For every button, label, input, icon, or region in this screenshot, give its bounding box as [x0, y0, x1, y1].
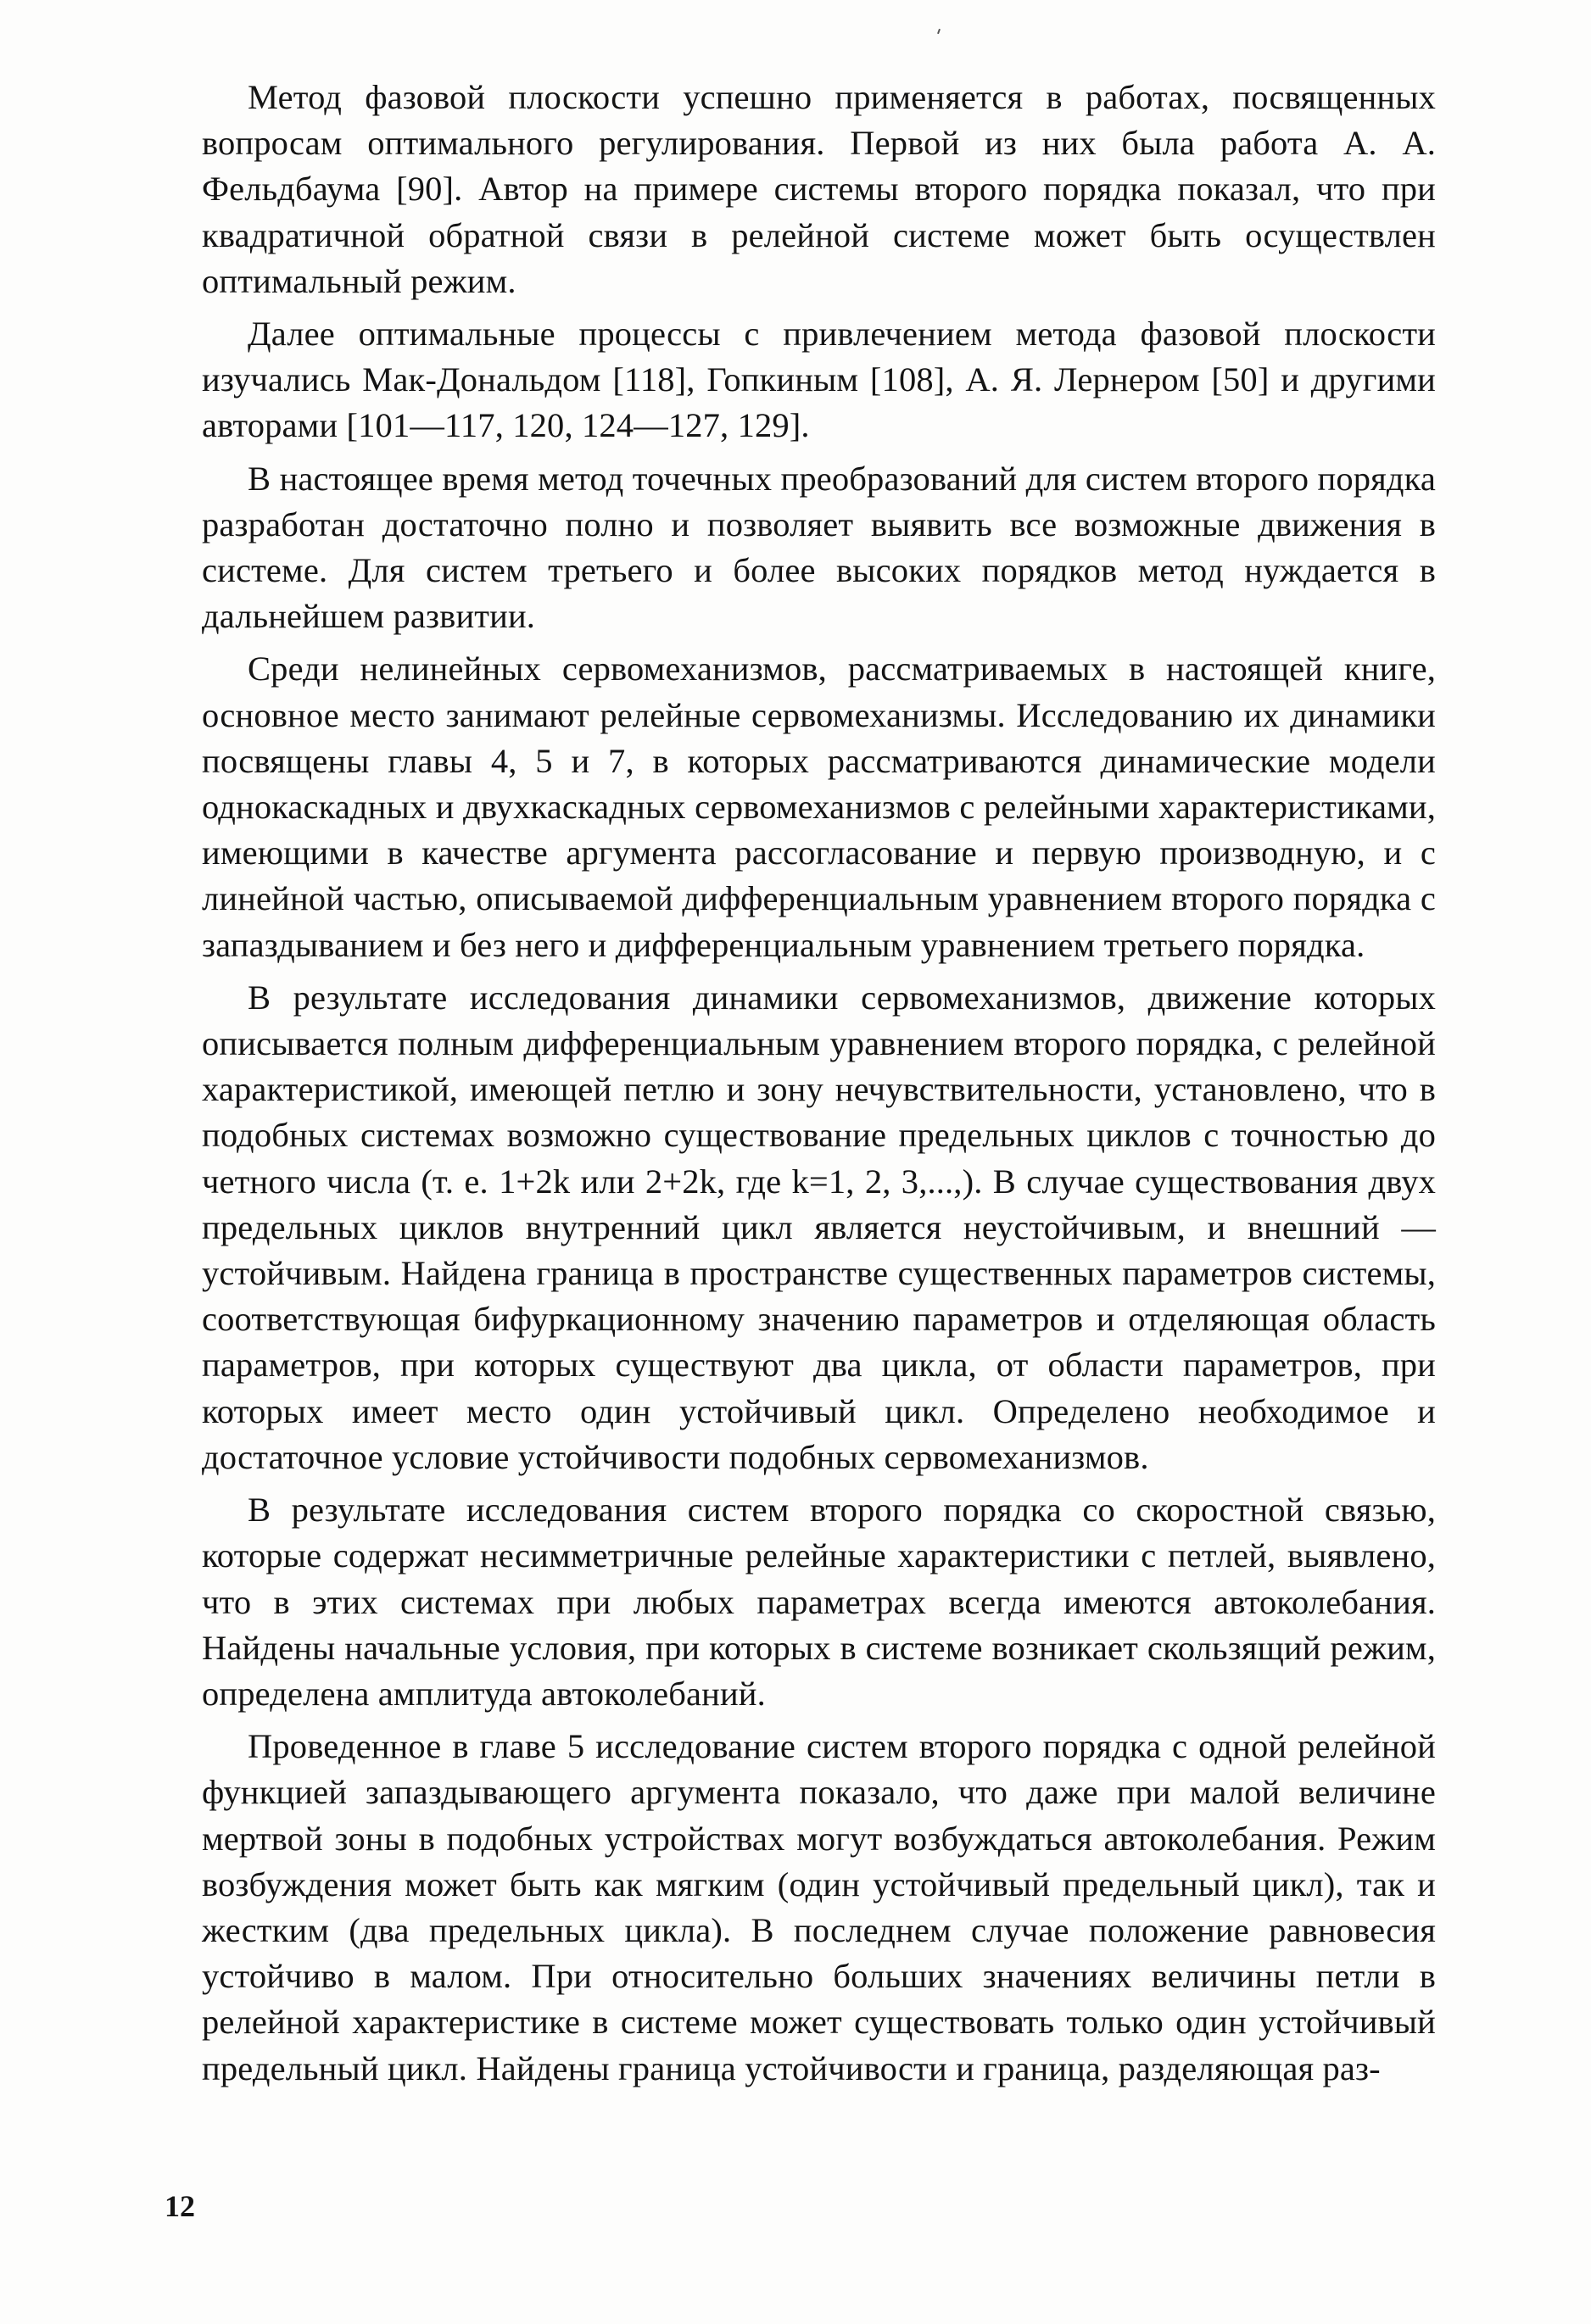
paragraph-relay-servomechanisms: Среди нелинейных сервомеханизмов, рассматриваемых в настоящей книге, основное место занимают релейные сервомеханизмы. Исследованию их динамики посвящены главы 4, 5 и 7, в которых рассматриваются динамические модели однокаскадных и двухкаскадных сервомеханизмов с релейными характеристиками, имеющими в качестве аргумента рассогласование и первую производную, и с линейной частью, описываемой дифференциальным уравнением второго порядка с запаздыванием и без него и дифференциальным уравнением третьего порядка.: [202, 649, 1436, 964]
paragraph-delayed-argument: Проведенное в главе 5 исследование систем второго порядка с одной релейной функцией запаздывающего аргумента показало, что даже при малой величине мертвой зоны в подобных устройствах могут возбуждаться автоколебания. Режим возбуждения может быть как мягким (один устойчивый предельный цикл), так и жестким (два предельных цикла). В последнем случае положение равновесия устойчиво в малом. При относительно больших значениях величины петли в релейной характеристике в системе может существовать только один устойчивый предельный цикл. Найдены граница устойчивости и граница, разделяющая раз-: [202, 1727, 1436, 2087]
paragraph-optimal-processes: Далее оптимальные процессы с привлечением метода фазовой плоскости изучались Мак-Дональдом [118], Гопкиным [108], А. Я. Лернером [50] и другими авторами [101—117, 120, 124—127, 129].: [202, 315, 1436, 445]
paragraph-velocity-feedback: В результате исследования систем второго порядка со скоростной связью, которые содержат несимметричные релейные характеристики с петлей, выявлено, что в этих системах при любых параметрах всегда имеются автоколебания. Найдены начальные условия, при которых в системе возникает скользящий режим, определена амплитуда автоколебаний.: [202, 1491, 1436, 1713]
paragraph-limit-cycles: В результате исследования динамики сервомеханизмов, движение которых описывается полным дифференциальным уравнением второго порядка, с релейной характеристикой, имеющей петлю и зону нечувствительности, установлено, что в подобных системах возможно существование предельных циклов с точностью до четного числа (т. е. 1+2k или 2+2k, где k=1, 2, 3,...,). В случае существования двух предельных циклов внутренний цикл является неустойчивым, и внешний — устойчивым. Найдена граница в пространстве существенных параметров системы, соответствующая бифуркационному значению параметров и отделяющая область параметров, при которых существуют два цикла, от области параметров, при которых имеет место один устойчивый цикл. Определено необходимое и достаточное условие устойчивости подобных сервомеханизмов.: [202, 978, 1436, 1476]
print-speck: [937, 29, 941, 34]
page-number: 12: [165, 2189, 195, 2223]
paragraph-phase-plane-method: Метод фазовой плоскости успешно применяется в работах, посвященных вопросам оптимального регулирования. Первой из них была работа А. А. Фельдбаума [90]. Автор на примере системы второго порядка показал, что при квадратичной обратной связи в релейной системе может быть осуществлен оптимальный режим.: [202, 78, 1436, 300]
body-text: [202, 75, 1436, 2098]
paragraph-point-transformations: В настоящее время метод точечных преобразований для систем второго порядка разработан достаточно полно и позволяет выявить все возможные движения в системе. Для систем третьего и более высоких порядков метод нуждается в дальнейшем развитии.: [202, 459, 1436, 636]
